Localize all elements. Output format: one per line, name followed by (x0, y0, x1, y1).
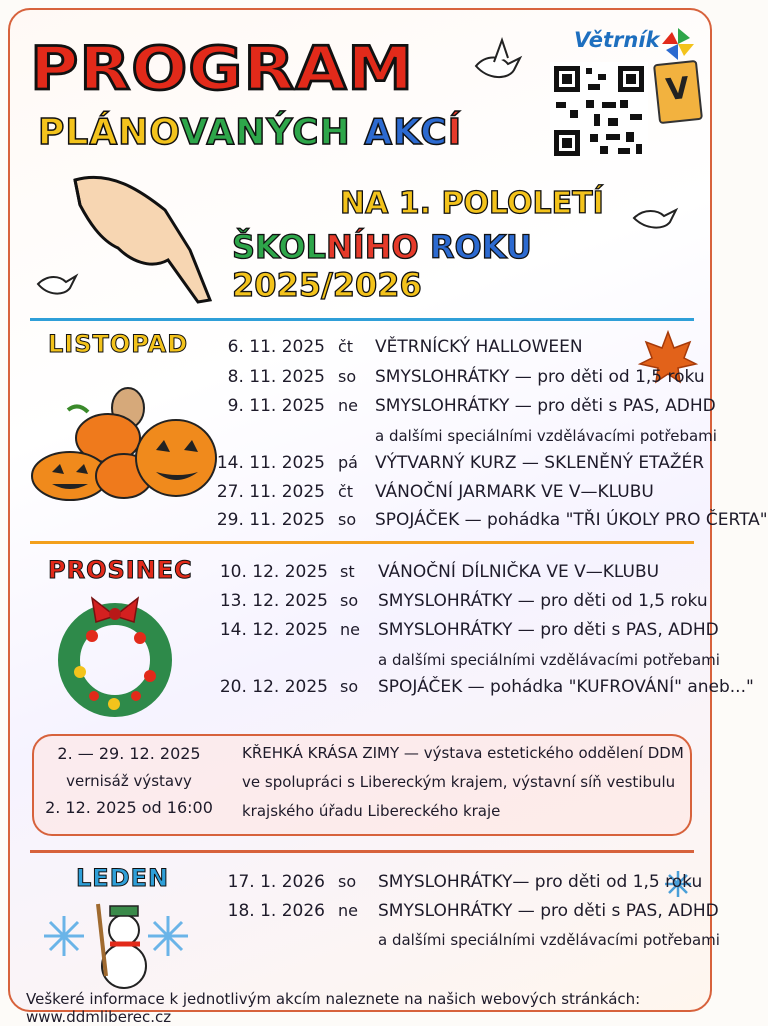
month-prosinec: PROSINEC (48, 556, 193, 584)
exhibition-dates: 2. — 29. 12. 2025 (57, 744, 201, 763)
pinwheel-icon (660, 26, 696, 62)
title-planned-events: PLÁNOVANÝCH AKCÍ (38, 112, 463, 153)
christmas-wreath-icon (52, 592, 178, 718)
exhibition-line: ve spolupráci s Libereckým krajem, výstavní síň vestibulu (242, 773, 676, 791)
exhibition-line: KŘEHKÁ KRÁSA ZIMY — výstava estetického oddělení DDM (242, 744, 684, 762)
divider (30, 541, 694, 544)
divider (30, 318, 694, 321)
vernissage-label: vernisáž výstavy (66, 772, 192, 790)
event-note: a dalšími speciálními vzdělávacími potřebami (375, 427, 717, 445)
month-leden: LEDEN (76, 864, 170, 892)
vetrnik-logo[interactable]: Větrník (574, 28, 660, 52)
snowman-icon (40, 896, 190, 988)
vernissage-date: 2. 12. 2025 od 16:00 (45, 798, 213, 817)
exhibition-box (32, 734, 692, 836)
pointing-hand-icon (70, 160, 220, 310)
vklub-badge: V (653, 60, 703, 124)
qr-code[interactable] (550, 62, 648, 160)
bird-icon (34, 262, 80, 302)
month-listopad: LISTOPAD (48, 330, 189, 358)
event-note: a dalšími speciálními vzdělávacími potřebami (378, 931, 720, 949)
title-half-year: NA 1. POLOLETÍ (340, 186, 604, 221)
title-school-year: ŠKOLNÍHO ROKU 2025/2026 (232, 228, 532, 304)
event-note: a dalšími speciálními vzdělávacími potřebami (378, 651, 720, 669)
divider (30, 850, 694, 853)
title-program: PROGRAM (30, 33, 415, 104)
pumpkins-icon (28, 372, 220, 502)
exhibition-line: krajského úřadu Libereckého kraje (242, 802, 501, 820)
bird-icon (628, 194, 684, 234)
bird-icon (468, 36, 528, 86)
footer-info[interactable]: Veškeré informace k jednotlivým akcím naleznete na našich webových stránkách: www.ddmliberec.cz (26, 990, 641, 1026)
